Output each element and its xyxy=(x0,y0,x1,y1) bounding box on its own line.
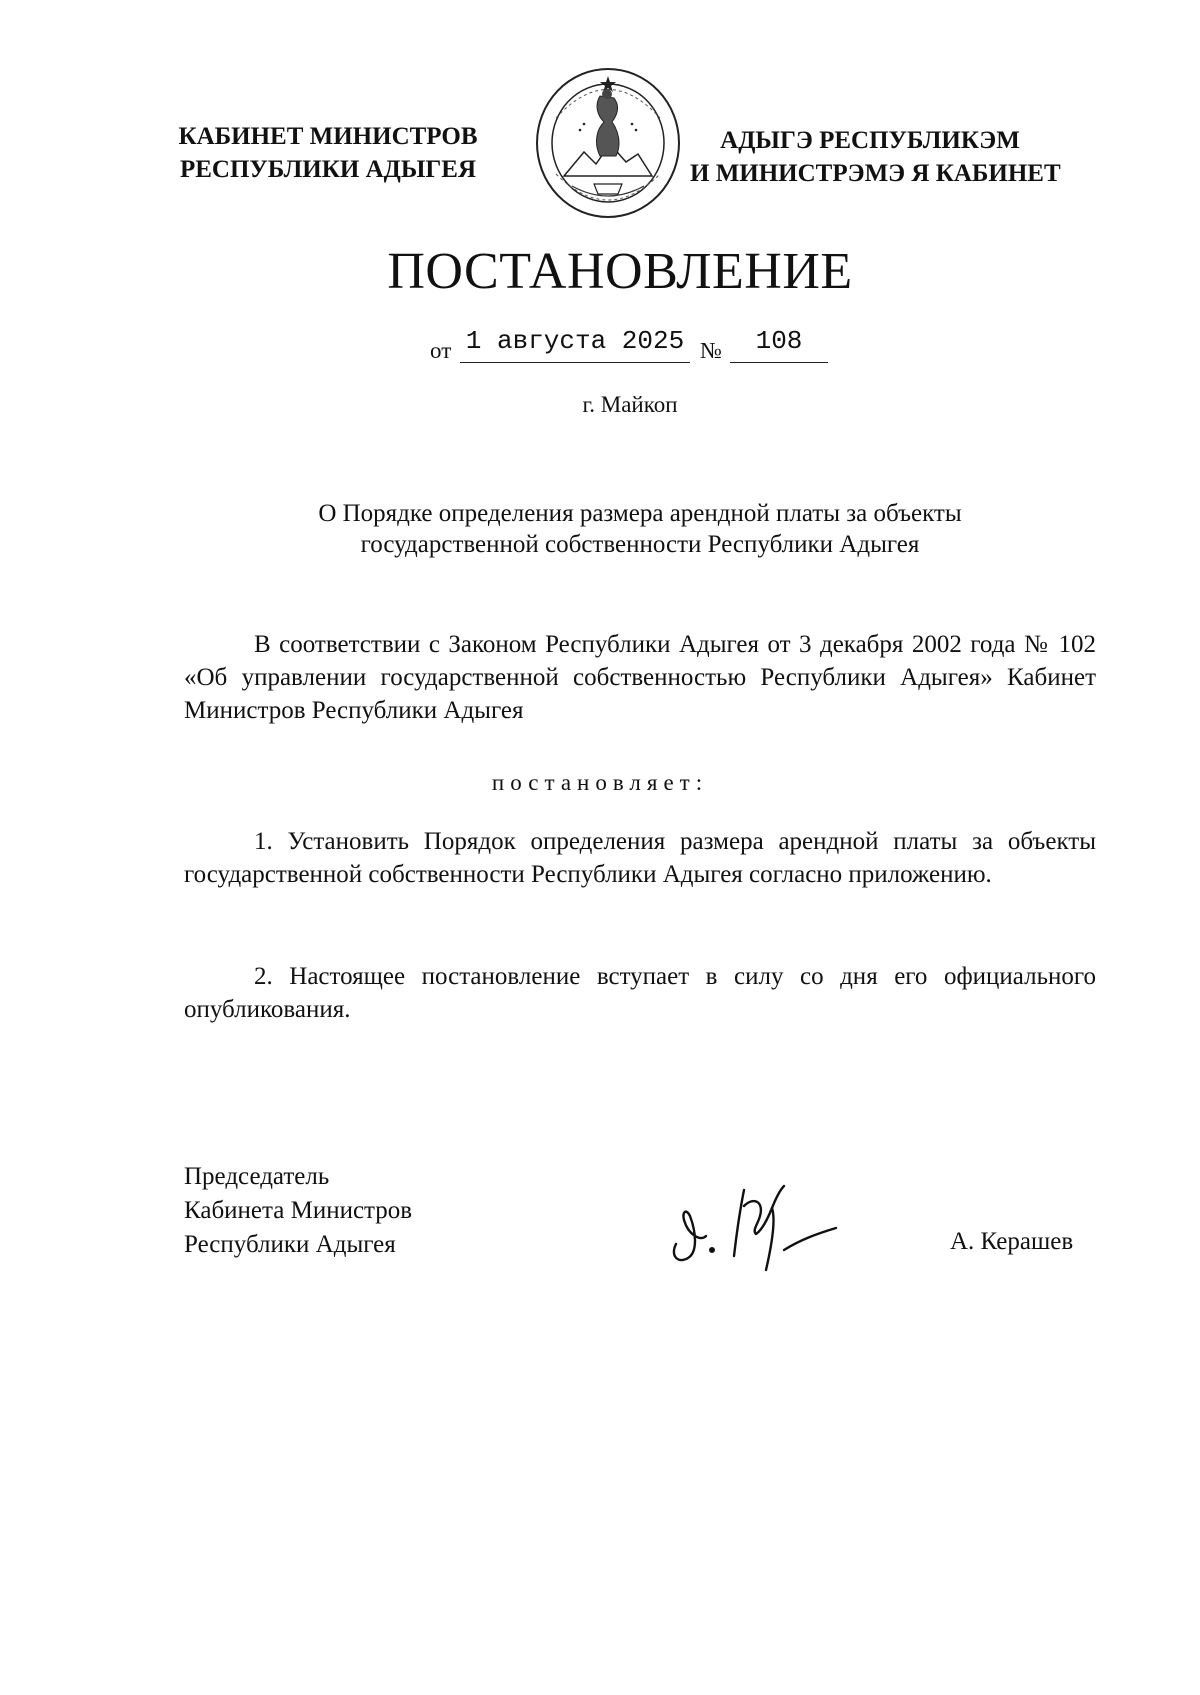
date-number-row xyxy=(0,326,1200,366)
signer-title xyxy=(184,1160,412,1262)
preamble-paragraph: В соответствии с Законом Республики Адыгея от 3 декабря 2002 года № 102 «Об управлении государственной собственностью Республики Адыгея» Кабинет Министров Республики Адыгея xyxy=(184,631,1096,724)
handwritten-signature-icon xyxy=(660,1160,860,1280)
header-left-org-name xyxy=(178,120,478,186)
signer-title-line2: Кабинета Министров xyxy=(184,1197,413,1224)
date-value: 1 августа 2025 xyxy=(460,326,690,363)
signer-name: А. Керашев xyxy=(950,1228,1074,1255)
header-right-line1: АДЫГЭ РЕСПУБЛИКЭМ xyxy=(720,127,1020,154)
number-value: 108 xyxy=(730,326,828,363)
header-left-line2: РЕСПУБЛИКИ АДЫГЕЯ xyxy=(179,156,477,183)
number-prefix: № xyxy=(700,338,722,363)
subject-line2: государственной собственности Республики Адыгея xyxy=(360,531,920,558)
date-prefix: от xyxy=(430,338,452,363)
item-2-paragraph: 2. Настоящее постановление вступает в силу со дня его официального опубликования. xyxy=(184,963,1096,1023)
header-right-line2: И МИНИСТРЭМЭ Я КАБИНЕТ xyxy=(690,160,1061,187)
item-1-paragraph: 1. Установить Порядок определения размера арендной платы за объекты государственной собственности Республики Адыгея согласно приложению. xyxy=(184,828,1096,888)
document-subject xyxy=(150,498,1130,560)
header-left-line1: КАБИНЕТ МИНИСТРОВ xyxy=(178,123,478,150)
document-title: ПОСТАНОВЛЕНИЕ xyxy=(387,243,853,300)
signer-title-line3: Республики Адыгея xyxy=(184,1231,396,1258)
city-label: г. Майкоп xyxy=(582,392,678,417)
signer-title-line1: Председатель xyxy=(184,1163,330,1190)
header-right-org-name xyxy=(690,124,1061,190)
decree-word: постановляет: xyxy=(491,770,709,795)
subject-line1: О Порядке определения размера арендной платы за объекты xyxy=(318,500,962,527)
adygea-coat-of-arms-icon xyxy=(534,66,682,220)
